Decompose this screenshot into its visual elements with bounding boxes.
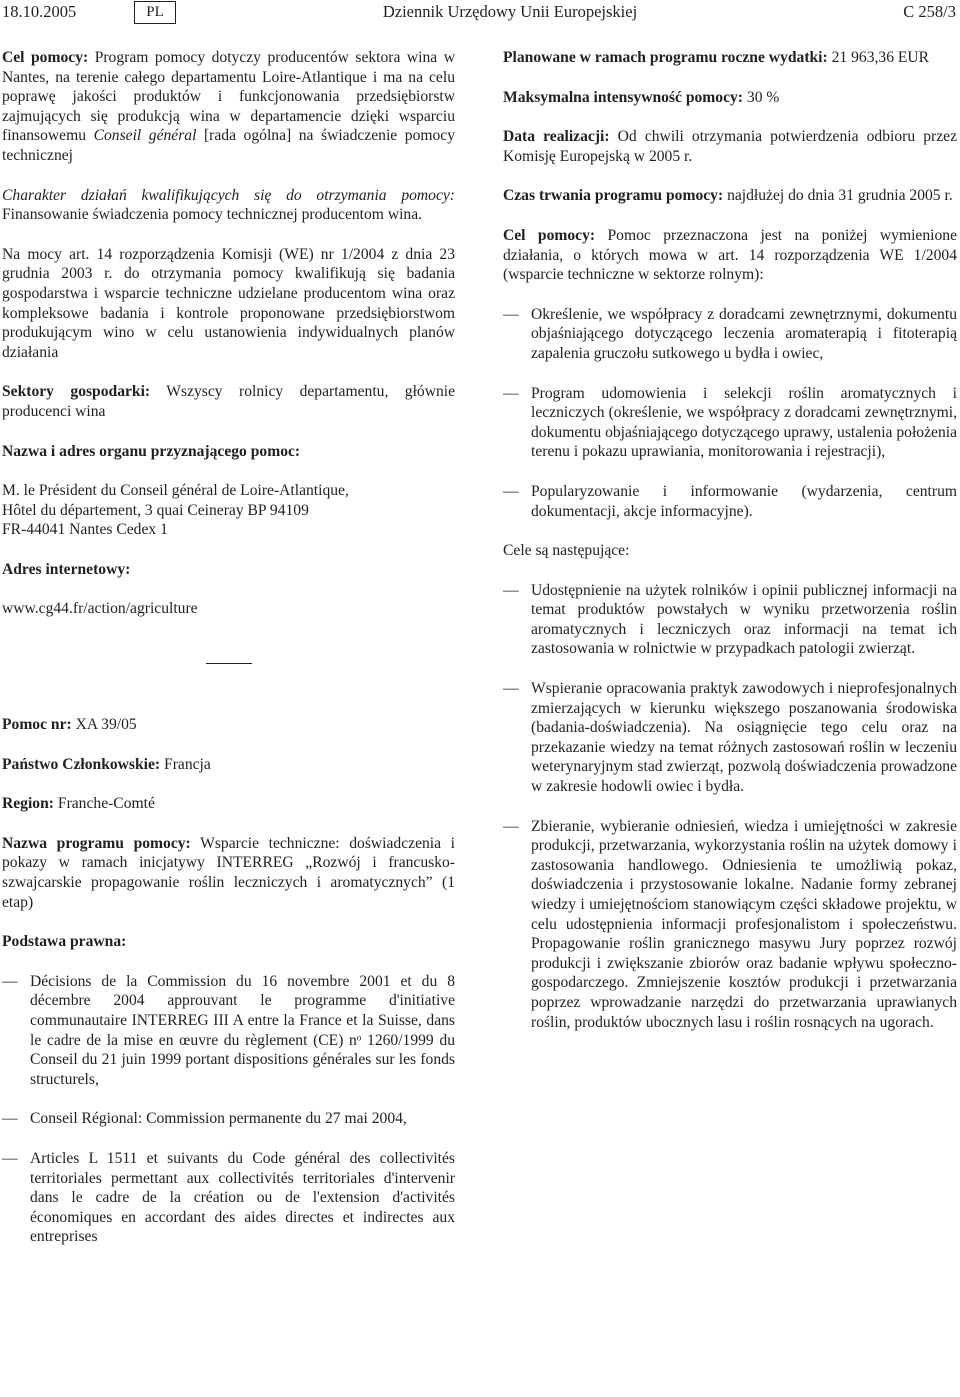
scheme-text: Wsparcie techniczne: doświadczenia i pokazy w ramach inicjatywy INTERREG „Rozwój i francusko-szwajcarskie propagowanie roślin leczniczych i aromatycznych” (1 etap) <box>2 834 456 911</box>
aid-number-paragraph <box>2 715 455 735</box>
expenditure-text: 21 963,36 EUR <box>831 49 930 66</box>
objective-item <box>503 305 957 364</box>
publication-date: 18.10.2005 <box>2 2 77 21</box>
scheme-paragraph <box>2 834 455 912</box>
objective-item-text: Określenie, we współpracy z doradcami zewnętrznymi, dokumentu objaśniającego dotyczącego leczenia aromaterapią i fitoterapią zapalenia gruczołu sutkowego u bydła i owiec, <box>531 305 957 362</box>
objective-text: Pomoc przeznaczona jest na poniżej wymienione działania, o których mowa w art. 14 rozporządzenia WE 1/2004 (wsparcie techniczne w sektorze rolnym): <box>503 226 957 284</box>
page-number: C 258/3 <box>903 2 956 21</box>
member-state-text: Francja <box>164 755 211 773</box>
character-text: Finansowanie świadczenia pomocy technicznej producentom wina. <box>2 206 423 224</box>
left-column <box>2 48 455 1247</box>
duration-label: Czas trwania programu pomocy: <box>503 187 724 205</box>
legal-basis-text: Conseil Régional: Commission permanente du 27 mai 2004, <box>30 1110 407 1128</box>
authority-address <box>2 481 455 540</box>
region-label: Region: <box>2 795 54 813</box>
authority-line: FR-44041 Nantes Cedex 1 <box>2 521 168 539</box>
authority-label: Nazwa i adres organu przyznającego pomoc: <box>2 442 301 460</box>
journal-title: Dziennik Urzędowy Unii Europejskiej <box>382 2 638 21</box>
dash-marker: — <box>503 581 519 599</box>
character-label: Charakter działań kwalifikujących się do otrzymania pomocy: <box>2 186 455 204</box>
aim-paragraph <box>2 48 455 166</box>
aim-italic: Conseil général <box>93 127 197 145</box>
legal-basis-text: Décisions de la Commission du 16 novembre 2001 et du 8 décembre 2004 approuvant le programme d'initiative communautaire INTERREG III A entre la France et la Suisse, dans le cadre de la mise en œuvre du règlement (CE) nᵒ 1260/1999 du Conseil du 21 juin 1999 portant dispositions générales sur les fonds structurels, <box>30 972 455 1088</box>
web-label: Adres internetowy: <box>2 560 131 578</box>
goal-item <box>503 581 957 659</box>
aim-rest: [rada ogólna] na świadczenie pomocy technicznej <box>2 127 456 164</box>
authority-line: M. le Président du Conseil général de Loire-Atlantique, <box>2 482 349 500</box>
member-state-paragraph <box>2 755 455 775</box>
intensity-paragraph <box>503 88 957 108</box>
goal-item-text: Wspieranie opracowania praktyk zawodowych i nieprofesjonalnych zmierzających w kierunku większego poszanowania środowiska (badania-doświadczenia). Na osiągnięcie tego celu oraz na przekazanie wiedzy na temat różnych zastosowań roślin w leczeniu weterynaryjnym stad zwierząt, pozwolą doświadczenia prowadzone w zakresie hodowli owiec i bydła. <box>531 680 957 796</box>
sectors-paragraph <box>2 382 455 421</box>
goal-item-text: Zbieranie, wybieranie odniesień, wiedza i umiejętności w zakresie produkcji, przetwarzania, wykorzystania roślin na użytek domowy i zastosowania handlowego. Odniesienia te umożliwią pokaz, doświadczenia i przystosowanie lokalne. Nadanie formy zebranej wiedzy i umiejętnościom stanowiącym części składowe projektu, w celu udostępnienia informacji profesjonalistom i społeczeństwu. Propagowanie roślin granicznego masywu Jury poprzez rozwój produkcji i zwiększanie zbiorów oraz badanie wpływu społeczno-gospodarczego. Zmniejszenie kosztów produkcji i przetwarzania poprzez wprowadzanie narzędzi do przetwarzania uprawianych roślin, produktów ubocznych lasu i roślin rosnących na ugorach. <box>531 817 957 1031</box>
dash-marker: — <box>2 1149 18 1167</box>
objective-item-text: Program udomowienia i selekcji roślin aromatycznych i leczniczych (określenie, we współpracy z doradcami zewnętrznymi, dokumentu objaśniającego dotyczącego uprawy, ustalenia położenia terenu i pokazu uprawiania, monitorowania i rejestracji), <box>531 384 957 461</box>
legal-basis-label: Podstawa prawna: <box>2 933 127 951</box>
scheme-label: Nazwa programu pomocy: <box>2 834 191 852</box>
web-address: www.cg44.fr/action/agriculture <box>2 600 198 618</box>
implementation-paragraph <box>503 127 957 166</box>
legal-basis-item <box>2 1109 455 1129</box>
region-paragraph <box>2 794 455 814</box>
member-state-label: Państwo Członkowskie: <box>2 755 161 773</box>
aim-text: Program pomocy dotyczy producentów sektora wina w Nantes, na terenie całego departamentu Loire-Atlantique i ma na celu poprawę jakości produktów i funkcjonowania przedsiębiorstw zajmujących się produkcją wina w departamencie dzięki wsparciu finansowemu <box>2 49 455 145</box>
dash-marker: — <box>503 305 519 323</box>
duration-paragraph <box>503 186 957 206</box>
dash-marker: — <box>2 1110 18 1128</box>
objective-paragraph <box>503 226 957 285</box>
expenditure-paragraph <box>503 48 957 68</box>
basis-paragraph: Na mocy art. 14 rozporządzenia Komisji (WE) nr 1/2004 z dnia 23 grudnia 2003 r. do otrzymania pomocy kwalifikują się badania gospodarstwa i wsparcie techniczne udzielane producentom wina oraz kompleksowe badania i kontrole proponowane przedsiębiorstwom produkującym wino w celu ustanowienia indywidualnych planów działania <box>2 245 455 361</box>
character-paragraph <box>2 186 455 225</box>
goal-item <box>503 679 957 797</box>
objective-item <box>503 384 957 462</box>
dash-marker: — <box>503 482 519 500</box>
sectors-text: Wszyscy rolnicy departamentu, głównie producenci wina <box>2 383 456 420</box>
legal-basis-item <box>2 972 455 1090</box>
duration-text: najdłużej do dnia 31 grudnia 2005 r. <box>727 187 953 205</box>
sectors-label: Sektory gospodarki: <box>2 383 151 401</box>
objective-item-text: Popularyzowanie i informowanie (wydarzenia, centrum dokumentacji, akcje informacyjne). <box>531 482 957 520</box>
dash-marker: — <box>503 680 519 698</box>
aid-number-text: XA 39/05 <box>75 716 137 734</box>
aid-number-label: Pomoc nr: <box>2 716 72 734</box>
implementation-text: Od chwili otrzymania potwierdzenia odbioru przez Komisję Europejską w 2005 r. <box>503 128 957 165</box>
right-column <box>503 48 957 1032</box>
dash-marker: — <box>503 817 519 835</box>
section-separator <box>206 663 252 664</box>
objective-item <box>503 482 957 521</box>
expenditure-label: Planowane w ramach programu roczne wydatki: <box>503 49 828 66</box>
page-header <box>0 0 960 26</box>
intensity-label: Maksymalna intensywność pomocy: <box>503 88 743 106</box>
goals-intro: Cele są następujące: <box>503 542 630 560</box>
intensity-text: 30 % <box>746 88 780 106</box>
aim-label: Cel pomocy: <box>2 49 89 66</box>
goal-item-text: Udostępnienie na użytek rolników i opinii publicznej informacji na temat produktów powstałych w wyniku przetworzenia roślin aromatycznych i leczniczych oraz informacji na temat ich zastosowania w rolnictwie w przypadkach patologii zwierząt. <box>531 581 957 658</box>
authority-line: Hôtel du département, 3 quai Ceineray BP 94109 <box>2 501 309 519</box>
dash-marker: — <box>2 972 18 990</box>
language-badge: PL <box>134 1 176 24</box>
legal-basis-item <box>2 1149 455 1247</box>
implementation-label: Data realizacji: <box>503 128 610 146</box>
legal-basis-text: Articles L 1511 et suivants du Code général des collectivités territoriales permettant aux collectivités territoriales d'intervenir dans le cadre de la création ou de l'extension d'activités économiques en accordant des aides directes et indirectes aux entreprises <box>30 1149 455 1246</box>
objective-label: Cel pomocy: <box>503 226 596 244</box>
goal-item <box>503 817 957 1033</box>
dash-marker: — <box>503 384 519 402</box>
region-text: Franche-Comté <box>57 795 155 813</box>
